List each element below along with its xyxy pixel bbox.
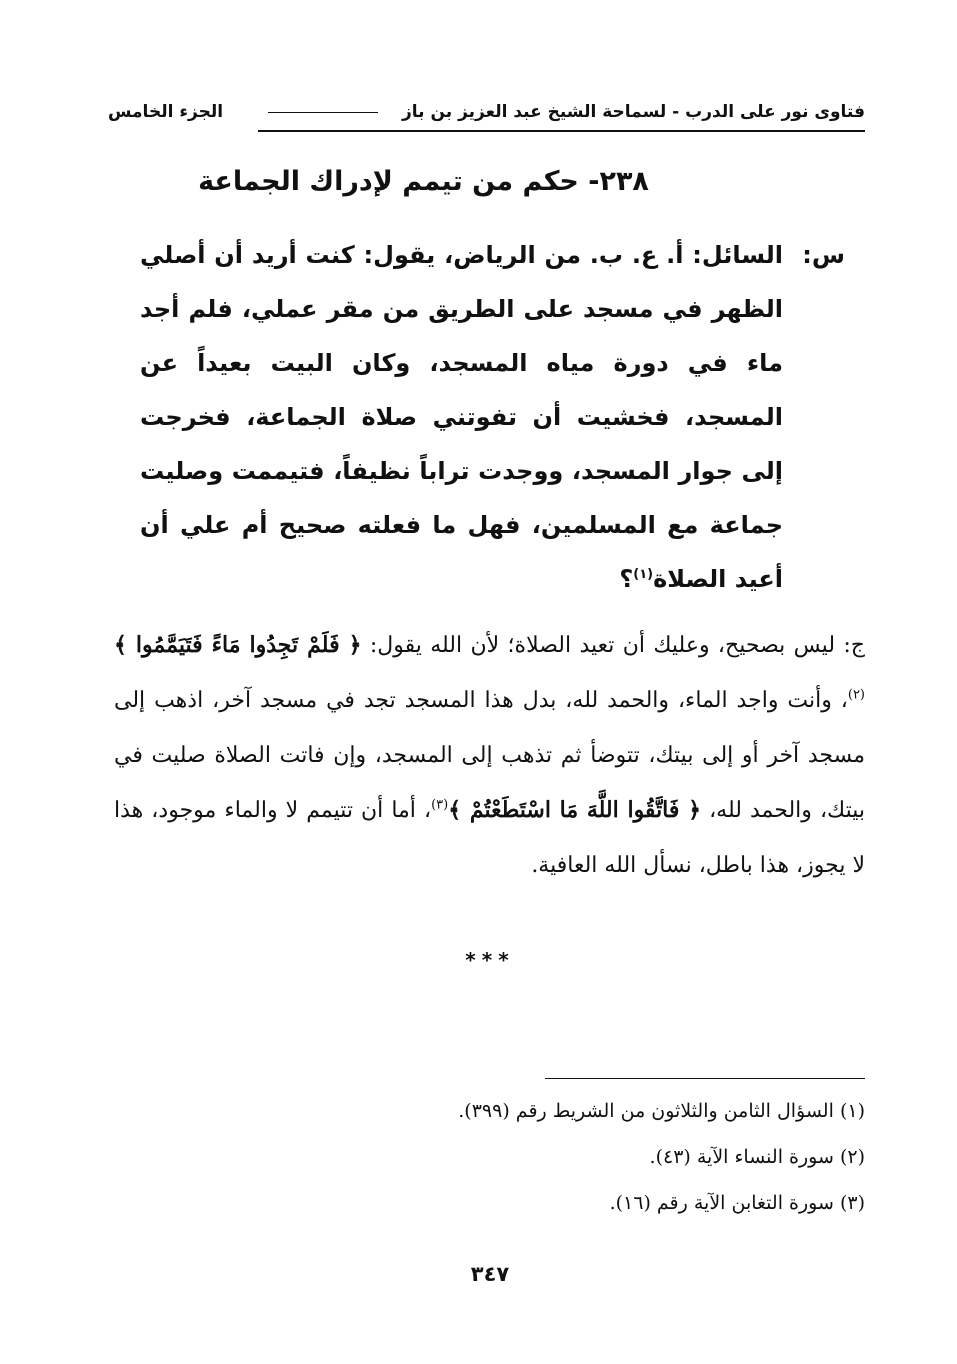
- question-text: السائل: أ. ع. ب. من الرياض، يقول: كنت أريد أن أصلي الظهر في مسجد على الطريق من مقر عملي، فلم أجد ماء في دورة مياه المسجد، وكان البيت بعيداً عن المسجد، فخشيت أن تفوتني صلاة الجماعة، فخرجت إلى جوار المسجد، ووجدت تراباً نظيفاً، فتيممت وصليت جماعة مع المسلمين، فهل ما فعلته صحيح أم علي أن أعيد الصلاة: [140, 241, 783, 593]
- header-rule: [258, 130, 865, 132]
- footnote-text: السؤال الثامن والثلاثون من الشريط رقم (٣٩٩).: [458, 1100, 834, 1122]
- footnote-number: (١): [839, 1100, 865, 1122]
- footnote-rule: [545, 1078, 865, 1079]
- answer-footnote-ref-2: (٢): [847, 687, 865, 703]
- footnote-item: [300, 1180, 865, 1226]
- answer-block: [114, 618, 865, 893]
- question-footnote-ref: (١): [633, 567, 654, 582]
- footnote-text: سورة النساء الآية (٤٣).: [649, 1146, 834, 1168]
- answer-text-part1: ج: ليس بصحيح، وعليك أن تعيد الصلاة؛ لأن الله يقول:: [369, 633, 865, 658]
- footnote-text: سورة التغابن الآية رقم (١٦).: [609, 1192, 834, 1214]
- footnote-item: [300, 1134, 865, 1180]
- header-book-title: فتاوى نور على الدرب - لسماحة الشيخ عبد العزيز بن باز: [402, 102, 865, 122]
- fatwa-title: ٢٣٨- حكم من تيمم لإدراك الجماعة: [198, 166, 649, 197]
- section-separator: ***: [465, 948, 515, 972]
- footnotes: [300, 1088, 865, 1226]
- answer-text-part3: ، أما أن تتيمم لا والماء موجود، هذا لا يجوز، هذا باطل، نسأل الله العافية.: [114, 798, 865, 878]
- quran-verse-2: ﴿ فَاتَّقُوا اللَّهَ مَا اسْتَطَعْتُمْ ﴾: [448, 797, 702, 823]
- footnote-number: (٣): [839, 1192, 865, 1214]
- question-label: س:: [802, 241, 845, 269]
- header-dash: [268, 112, 378, 113]
- question-block: [140, 228, 845, 606]
- running-header: [108, 96, 865, 132]
- header-part: الجزء الخامس: [108, 102, 224, 122]
- question-text-container: [140, 228, 783, 606]
- answer-text-part2: ، وأنت واجد الماء، والحمد لله، بدل هذا المسجد تجد في مسجد آخر، اذهب إلى مسجد آخر أو إلى بيتك، تتوضأ ثم تذهب إلى المسجد، وإن فاتت الصلاة صليت في بيتك، والحمد لله،: [114, 688, 865, 823]
- quran-verse-1: ﴿ فَلَمْ تَجِدُوا مَاءً فَتَيَمَّمُوا ﴾: [114, 632, 362, 658]
- answer-footnote-ref-3: (٣): [431, 797, 449, 813]
- footnote-item: [300, 1088, 865, 1134]
- question-mark: ؟: [619, 565, 634, 593]
- footnote-number: (٢): [839, 1146, 865, 1168]
- page-number: ٣٤٧: [470, 1262, 510, 1286]
